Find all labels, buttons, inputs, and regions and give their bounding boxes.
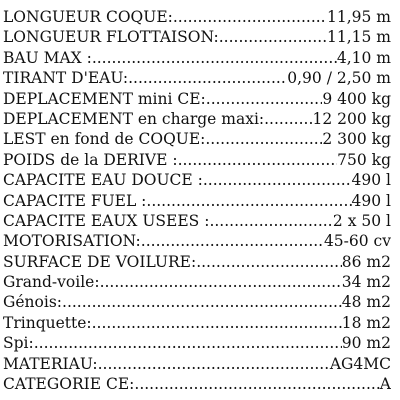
dot-leader — [203, 170, 352, 190]
spec-label: LONGUEUR COQUE: — [3, 8, 173, 26]
dot-leader — [128, 68, 287, 88]
spec-value: 34 m2 — [341, 273, 391, 292]
spec-value: 750 kg — [337, 150, 391, 169]
spec-value: 490 l — [351, 171, 391, 190]
spec-row-lest — [3, 129, 391, 149]
spec-value: 9 400 kg — [322, 89, 391, 108]
dot-leader — [209, 211, 332, 231]
spec-row-grand-voile — [3, 272, 391, 292]
spec-row-motorisation — [3, 231, 391, 251]
dot-leader — [219, 27, 327, 47]
spec-value: 490 l — [351, 191, 391, 210]
spec-value: 90 m2 — [341, 334, 391, 353]
spec-row-categorie-ce — [3, 374, 391, 394]
spec-value: 12 200 kg — [312, 109, 391, 128]
spec-label: SURFACE DE VOILURE: — [3, 252, 197, 271]
spec-sheet — [3, 7, 391, 394]
dot-leader — [206, 89, 323, 109]
dot-leader — [141, 231, 324, 251]
spec-label: MOTORISATION: — [3, 232, 141, 251]
spec-row-deplacement-mini — [3, 89, 391, 109]
dot-leader — [134, 374, 379, 394]
spec-value: 18 m2 — [341, 313, 391, 332]
spec-value: AG4MC — [329, 354, 391, 373]
spec-value: 11,15 m — [327, 28, 391, 47]
spec-label: DEPLACEMENT mini CE: — [3, 89, 206, 108]
spec-value: 2 x 50 l — [332, 211, 391, 230]
spec-label: BAU MAX : — [3, 48, 92, 67]
spec-row-spi — [3, 333, 391, 353]
spec-label: DEPLACEMENT en charge maxi: — [3, 109, 265, 128]
dot-leader — [92, 313, 342, 333]
spec-label: CAPACITE EAUX USEES : — [3, 211, 210, 230]
spec-value: 0,90 / 2,50 m — [287, 69, 391, 88]
spec-value: A — [379, 375, 391, 394]
spec-row-trinquette — [3, 313, 391, 333]
dot-leader — [62, 292, 342, 312]
spec-row-bau-max — [3, 48, 391, 68]
spec-label: Spi: — [3, 334, 34, 353]
spec-value: 11,95 m — [327, 8, 391, 26]
dot-leader — [100, 272, 342, 292]
spec-label: Grand-voile: — [3, 273, 100, 292]
spec-row-deplacement-maxi — [3, 109, 391, 129]
spec-value: 2 300 kg — [322, 130, 391, 149]
spec-label: MATERIAU: — [3, 354, 98, 373]
spec-value: 48 m2 — [341, 293, 391, 312]
spec-label: CATEGORIE CE: — [3, 375, 135, 394]
spec-row-tirant-eau — [3, 68, 391, 88]
spec-label: Génois: — [3, 293, 63, 312]
dot-leader — [205, 129, 322, 149]
dot-leader — [34, 333, 342, 353]
spec-value: 86 m2 — [341, 252, 391, 271]
dot-leader — [98, 354, 330, 374]
spec-row-poids-derive — [3, 150, 391, 170]
spec-row-longueur-coque — [3, 7, 391, 27]
dot-leader — [264, 109, 312, 129]
spec-row-eaux-usees — [3, 211, 391, 231]
dot-leader — [146, 191, 351, 211]
spec-label: TIRANT D'EAU: — [3, 69, 129, 88]
dot-leader — [196, 252, 342, 272]
spec-row-genois — [3, 292, 391, 312]
spec-value: 45-60 cv — [323, 232, 391, 251]
spec-row-eau-douce — [3, 170, 391, 190]
dot-leader — [178, 150, 338, 170]
dot-leader — [173, 7, 327, 27]
dot-leader — [92, 48, 337, 68]
spec-label: POIDS de la DERIVE : — [3, 150, 178, 169]
spec-label: CAPACITE EAU DOUCE : — [3, 171, 203, 190]
spec-row-fuel — [3, 191, 391, 211]
spec-row-surface-voilure — [3, 252, 391, 272]
spec-label: LONGUEUR FLOTTAISON: — [3, 28, 219, 47]
spec-value: 4,10 m — [336, 48, 391, 67]
spec-label: Trinquette: — [3, 313, 92, 332]
spec-row-materiau — [3, 354, 391, 374]
spec-label: LEST en fond de COQUE: — [3, 130, 206, 149]
spec-row-longueur-flottaison — [3, 27, 391, 47]
spec-label: CAPACITE FUEL : — [3, 191, 147, 210]
